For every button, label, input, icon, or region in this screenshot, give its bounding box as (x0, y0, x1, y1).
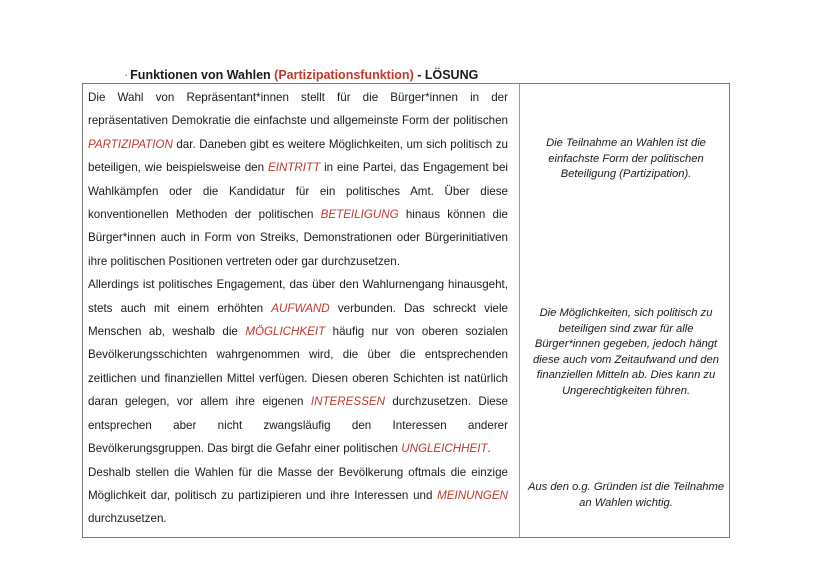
text-column (83, 84, 520, 537)
answer-keyword: UNGLEICHHEIT (401, 442, 488, 456)
title-prefix: Funktionen von Wahlen (130, 68, 275, 82)
title-suffix: - LÖSUNG (413, 68, 479, 82)
paragraph-1 (88, 86, 508, 273)
page-title (124, 68, 478, 82)
paragraph-2 (88, 273, 508, 460)
answer-keyword: PARTIZIPATION (88, 137, 173, 151)
answer-keyword: MEINUNGEN (437, 488, 508, 502)
body-text: verbunden. Das schreckt viele Menschen ab, weshalb die (88, 301, 509, 339)
body-text: dar. Daneben gibt es weitere Möglichkeiten, um sich politisch zu beteiligen, wie beispielsweise den (88, 137, 508, 175)
body-text: Deshalb stellen die Wahlen für die Masse der Bevölkerung oftmals die einzige Möglichkeit dar, politisch zu partizipieren und ihre Interessen und (88, 465, 508, 502)
body-text: Allerdings ist politisches Engagement, das über den Wahlurnengang hinausgeht, stets auch mit einem erhöhten (88, 278, 508, 315)
body-text: Die Wahl von Repräsentant*innen stellt für die Bürger*innen in der repräsentativen Demokratie die einfachste und allgemeinste Form der politischen (88, 91, 508, 128)
answer-keyword: BETEILIGUNG (320, 208, 399, 222)
body-text: . (487, 442, 491, 456)
body-text: in eine Partei, das Engagement bei Wahlkämpfen oder die Kandidatur für ein politisches Amt. Über diese konventionellen Methoden der politischen (88, 161, 508, 222)
title-bullet: · (124, 68, 129, 82)
answer-keyword: INTERESSEN (310, 395, 385, 409)
margin-note-1: Die Teilnahme an Wahlen ist die einfachste Form der politischen Beteiligung (Partizipation). (546, 137, 706, 181)
answer-keyword: AUFWAND (271, 301, 330, 315)
margin-note-2: Die Möglichkeiten, sich politisch zu beteiligen sind zwar für alle Bürger*innen gegeben, jedoch hängt diese auch vom Zeitaufwand und den finanziellen Mitteln ab. Dies kann zu Ungerechtigkeiten führen. (533, 307, 719, 397)
answer-keyword: MÖGLICHKEIT (245, 325, 326, 339)
body-text: durchzusetzen. Diese entsprechen aber nicht zwangsläufig den Interessen anderer Bevölkerungsgruppen. Das birgt die Gefahr einer politischen (88, 395, 508, 456)
answer-keyword: EINTRITT (268, 161, 321, 175)
body-text: durchzusetzen. (88, 512, 167, 526)
body-text: häufig nur von oberen sozialen Bevölkerungsschichten wahrgenommen wird, die über die entsprechenden zeitlichen und finanziellen Mittel verfügen. Diesen oberen Schichten ist natürlich daran gelegen, vor allem ihre eigenen (88, 325, 508, 409)
title-highlight: (Partizipationsfunktion) (274, 68, 414, 82)
margin-note-3: Aus den o.g. Gründen ist die Teilnahme an Wahlen wichtig. (527, 481, 725, 509)
paragraph-3 (88, 461, 508, 531)
body-text: hinaus können die Bürger*innen auch in Form von Streiks, Demonstrationen oder Bürgerinitiativen ihre politischen Positionen vertreten oder gar durchzusetzen. (88, 208, 509, 268)
worksheet-table (82, 83, 730, 538)
